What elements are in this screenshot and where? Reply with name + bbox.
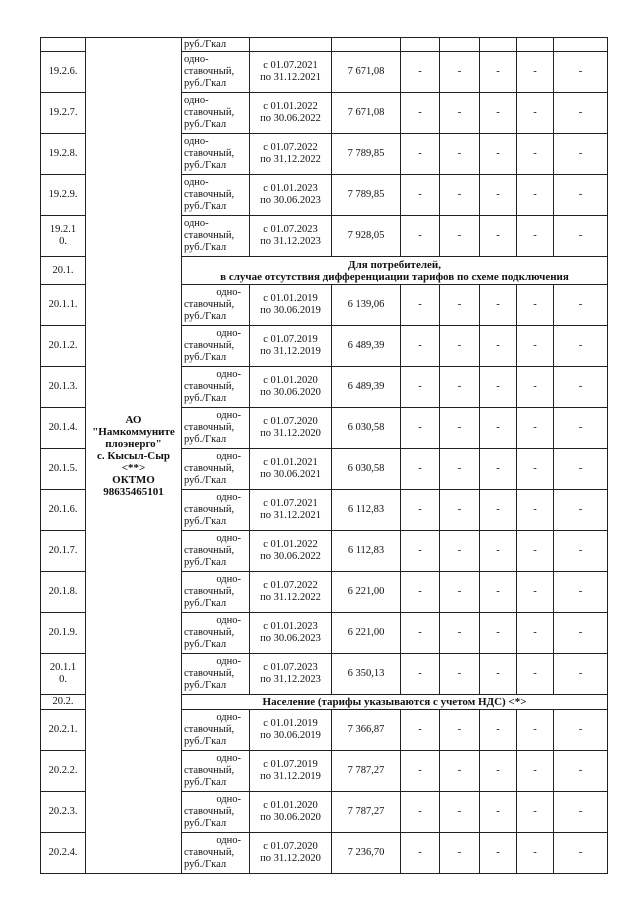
section-title xyxy=(182,695,608,710)
empty-value: - xyxy=(517,613,554,654)
rate-type xyxy=(182,449,250,490)
empty-value: - xyxy=(401,449,440,490)
empty-value: - xyxy=(401,490,440,531)
empty-value: - xyxy=(440,572,480,613)
row-number: 20.1.1 0. xyxy=(41,654,86,695)
rate-type-line: руб./Гкал xyxy=(184,680,227,691)
rate-type xyxy=(182,285,250,326)
rate-type-line: одно- xyxy=(184,54,209,65)
rate-type xyxy=(182,751,250,792)
empty-value: - xyxy=(401,572,440,613)
empty-value: - xyxy=(480,367,517,408)
period-to: по 31.12.2022 xyxy=(260,154,321,165)
period xyxy=(250,52,332,93)
rate-type-line: одно- xyxy=(216,794,241,805)
empty-value: - xyxy=(440,367,480,408)
row-number: 20.1.2. xyxy=(41,326,86,367)
rate-type-line: руб./Гкал xyxy=(184,352,227,363)
empty-value: - xyxy=(401,367,440,408)
period xyxy=(250,93,332,134)
rate-type-line: ставочный, xyxy=(184,724,235,735)
period-to: по 30.06.2019 xyxy=(260,305,321,316)
period-from: с 01.01.2019 xyxy=(263,718,318,729)
rate-type xyxy=(182,216,250,257)
period-to: по 31.12.2023 xyxy=(260,236,321,247)
empty-value: - xyxy=(480,326,517,367)
empty-value: - xyxy=(554,751,608,792)
period-from: с 01.01.2020 xyxy=(263,800,318,811)
rate-type-line: одно- xyxy=(216,712,241,723)
empty-value: - xyxy=(517,408,554,449)
table-row xyxy=(41,38,608,52)
tariff-value: 7 789,85 xyxy=(332,175,401,216)
rate-type-line: ставочный, xyxy=(184,668,235,679)
empty-value: - xyxy=(554,175,608,216)
empty-value: - xyxy=(401,710,440,751)
period-to: по 31.12.2019 xyxy=(260,771,321,782)
tariff-value: 6 139,06 xyxy=(332,285,401,326)
period-to: по 31.12.2020 xyxy=(260,428,321,439)
empty-value: - xyxy=(440,52,480,93)
empty-value: - xyxy=(480,833,517,874)
period-from: с 01.07.2022 xyxy=(263,580,318,591)
empty-value: - xyxy=(480,408,517,449)
rate-type xyxy=(182,326,250,367)
tariff-value: 7 671,08 xyxy=(332,52,401,93)
empty-value: - xyxy=(517,833,554,874)
empty-value: - xyxy=(517,792,554,833)
empty-value: - xyxy=(401,654,440,695)
rate-type-line: одно- xyxy=(216,410,241,421)
period-to: по 30.06.2020 xyxy=(260,812,321,823)
period-from: с 01.07.2019 xyxy=(263,759,318,770)
rate-type-line: ставочный, xyxy=(184,299,235,310)
period xyxy=(250,710,332,751)
rate-type-line: ставочный, xyxy=(184,806,235,817)
period-to: по 30.06.2023 xyxy=(260,633,321,644)
row-number: 20.1.4. xyxy=(41,408,86,449)
rate-type-line: ставочный, xyxy=(184,765,235,776)
period xyxy=(250,367,332,408)
period-from: с 01.01.2023 xyxy=(263,183,318,194)
rate-type-line: руб./Гкал xyxy=(184,639,227,650)
empty-value: - xyxy=(480,572,517,613)
row-number: 20.2.4. xyxy=(41,833,86,874)
row-number: 20.1.6. xyxy=(41,490,86,531)
empty-value: - xyxy=(440,751,480,792)
row-number: 19.2.6. xyxy=(41,52,86,93)
empty-value: - xyxy=(554,93,608,134)
empty-value: - xyxy=(554,326,608,367)
empty-value: - xyxy=(517,216,554,257)
tariff-value: 6 112,83 xyxy=(332,490,401,531)
period-from: с 01.07.2023 xyxy=(263,224,318,235)
period xyxy=(250,654,332,695)
period xyxy=(250,408,332,449)
period-from: с 01.07.2020 xyxy=(263,416,318,427)
tariff-value: 6 221,00 xyxy=(332,613,401,654)
rate-type-line: руб./Гкал xyxy=(184,736,227,747)
period xyxy=(250,134,332,175)
organization-cell xyxy=(86,38,182,874)
rate-type-line: ставочный, xyxy=(184,148,235,159)
rate-type-line: одно- xyxy=(216,451,241,462)
empty-value: - xyxy=(517,654,554,695)
period xyxy=(250,326,332,367)
empty-value: - xyxy=(440,490,480,531)
period-to: по 30.06.2023 xyxy=(260,195,321,206)
tariff-value: 6 350,13 xyxy=(332,654,401,695)
empty-value: - xyxy=(440,216,480,257)
tariff-value: 7 787,27 xyxy=(332,751,401,792)
empty-value: - xyxy=(480,52,517,93)
rate-type-line: руб./Гкал xyxy=(184,434,227,445)
row-number: 20.2. xyxy=(41,695,86,710)
rate-type-line: ставочный, xyxy=(184,545,235,556)
period-to: по 31.12.2021 xyxy=(260,510,321,521)
rate-type-line: одно- xyxy=(216,656,241,667)
empty-value: - xyxy=(440,175,480,216)
row-number: 20.2.1. xyxy=(41,710,86,751)
empty-value: - xyxy=(554,654,608,695)
rate-type-line: ставочный, xyxy=(184,463,235,474)
rate-type-line: одно- xyxy=(216,328,241,339)
empty-value: - xyxy=(554,833,608,874)
empty-value: - xyxy=(480,654,517,695)
period-to: по 31.12.2020 xyxy=(260,853,321,864)
tariff-value: 6 112,83 xyxy=(332,531,401,572)
empty-value: - xyxy=(517,710,554,751)
tariff-value: 6 221,00 xyxy=(332,572,401,613)
empty-value: - xyxy=(401,216,440,257)
empty-value: - xyxy=(401,833,440,874)
period-to: по 31.12.2022 xyxy=(260,592,321,603)
tariff-value: 7 787,27 xyxy=(332,792,401,833)
tariff-value: 7 928,05 xyxy=(332,216,401,257)
rate-type-line: ставочный, xyxy=(184,230,235,241)
rate-type xyxy=(182,572,250,613)
period xyxy=(250,833,332,874)
rate-type-line: руб./Гкал xyxy=(184,475,227,486)
row-number: 20.2.2. xyxy=(41,751,86,792)
empty-value: - xyxy=(554,52,608,93)
empty-value: - xyxy=(440,285,480,326)
empty-value: - xyxy=(517,751,554,792)
empty-value: - xyxy=(517,531,554,572)
rate-type-line: одно- xyxy=(216,615,241,626)
period-to: по 31.12.2019 xyxy=(260,346,321,357)
rate-type xyxy=(182,93,250,134)
rate-type xyxy=(182,833,250,874)
period-from: с 01.01.2023 xyxy=(263,621,318,632)
empty-value: - xyxy=(554,531,608,572)
row-number: 19.2.7. xyxy=(41,93,86,134)
period xyxy=(250,490,332,531)
rate-type xyxy=(182,613,250,654)
empty-value: - xyxy=(554,710,608,751)
rate-type xyxy=(182,490,250,531)
empty-value: - xyxy=(401,134,440,175)
rate-type-line: одно- xyxy=(216,753,241,764)
empty-value: - xyxy=(440,531,480,572)
empty-value: - xyxy=(401,175,440,216)
unit-cell: руб./Гкал xyxy=(182,38,250,52)
rate-type-line: ставочный, xyxy=(184,381,235,392)
empty-value: - xyxy=(480,449,517,490)
empty-value: - xyxy=(440,408,480,449)
tariff-value: 7 366,87 xyxy=(332,710,401,751)
rate-type-line: руб./Гкал xyxy=(184,557,227,568)
empty-value: - xyxy=(480,613,517,654)
rate-type xyxy=(182,175,250,216)
rate-type-line: руб./Гкал xyxy=(184,777,227,788)
empty-value: - xyxy=(440,833,480,874)
rate-type-line: одно- xyxy=(216,835,241,846)
period xyxy=(250,751,332,792)
empty-value: - xyxy=(480,285,517,326)
rate-type-line: одно- xyxy=(216,287,241,298)
tariff-value: 6 030,58 xyxy=(332,449,401,490)
empty-value: - xyxy=(440,449,480,490)
row-number: 20.1.5. xyxy=(41,449,86,490)
rate-type-line: одно- xyxy=(184,218,209,229)
period-from: с 01.07.2021 xyxy=(263,60,318,71)
rate-type-line: ставочный, xyxy=(184,107,235,118)
period xyxy=(250,531,332,572)
empty-value: - xyxy=(517,93,554,134)
empty-value: - xyxy=(401,408,440,449)
rate-type-line: руб./Гкал xyxy=(184,393,227,404)
empty-value: - xyxy=(480,531,517,572)
period-from: с 01.01.2019 xyxy=(263,293,318,304)
rate-type-line: одно- xyxy=(216,533,241,544)
empty-value: - xyxy=(440,613,480,654)
empty-value: - xyxy=(480,792,517,833)
rate-type-line: руб./Гкал xyxy=(184,311,227,322)
rate-type xyxy=(182,710,250,751)
rate-type xyxy=(182,792,250,833)
tariff-value: 6 489,39 xyxy=(332,326,401,367)
period xyxy=(250,792,332,833)
organization-line: АО xyxy=(125,413,142,426)
rate-type xyxy=(182,52,250,93)
row-number: 20.1.1. xyxy=(41,285,86,326)
empty-value: - xyxy=(401,326,440,367)
empty-value: - xyxy=(554,134,608,175)
rate-type-line: ставочный, xyxy=(184,627,235,638)
period-from: с 01.07.2021 xyxy=(263,498,318,509)
empty-value: - xyxy=(517,175,554,216)
rate-type-line: ставочный, xyxy=(184,189,235,200)
empty-value: - xyxy=(517,285,554,326)
rate-type-line: руб./Гкал xyxy=(184,160,227,171)
rate-type-line: руб./Гкал xyxy=(184,598,227,609)
empty-value: - xyxy=(480,216,517,257)
period xyxy=(250,572,332,613)
period-to: по 30.06.2020 xyxy=(260,387,321,398)
rate-type-line: ставочный, xyxy=(184,586,235,597)
section-title-line: в случае отсутствия дифференциации тарифов по схеме подключения xyxy=(220,270,569,283)
empty-value: - xyxy=(517,367,554,408)
empty-value: - xyxy=(517,52,554,93)
period-to: по 31.12.2023 xyxy=(260,674,321,685)
rate-type-line: одно- xyxy=(216,369,241,380)
rate-type-line: руб./Гкал xyxy=(184,859,227,870)
empty-value: - xyxy=(554,449,608,490)
row-number: 19.2.8. xyxy=(41,134,86,175)
period-from: с 01.01.2022 xyxy=(263,539,318,550)
empty-value: - xyxy=(517,326,554,367)
empty-value: - xyxy=(480,710,517,751)
period-to: по 30.06.2021 xyxy=(260,469,321,480)
empty-value: - xyxy=(554,408,608,449)
organization-line: ОКТМО xyxy=(112,473,155,486)
row-number: 20.1.3. xyxy=(41,367,86,408)
rate-type xyxy=(182,408,250,449)
period xyxy=(250,285,332,326)
row-number: 19.2.1 0. xyxy=(41,216,86,257)
rate-type-line: руб./Гкал xyxy=(184,818,227,829)
empty-value: - xyxy=(480,751,517,792)
period-to: по 31.12.2021 xyxy=(260,72,321,83)
empty-value: - xyxy=(554,613,608,654)
period-from: с 01.01.2022 xyxy=(263,101,318,112)
tariff-value: 6 030,58 xyxy=(332,408,401,449)
empty-value: - xyxy=(517,134,554,175)
empty-value: - xyxy=(440,792,480,833)
period-to: по 30.06.2019 xyxy=(260,730,321,741)
organization-line: 98635465101 xyxy=(103,485,164,498)
period-from: с 01.01.2020 xyxy=(263,375,318,386)
empty-value: - xyxy=(401,613,440,654)
rate-type-line: одно- xyxy=(216,492,241,503)
period-from: с 01.07.2023 xyxy=(263,662,318,673)
period-from: с 01.07.2020 xyxy=(263,841,318,852)
rate-type-line: одно- xyxy=(184,136,209,147)
rate-type-line: одно- xyxy=(216,574,241,585)
rate-type-line: руб./Гкал xyxy=(184,242,227,253)
rate-type-line: руб./Гкал xyxy=(184,201,227,212)
empty-value: - xyxy=(440,93,480,134)
rate-type xyxy=(182,134,250,175)
period xyxy=(250,449,332,490)
empty-value: - xyxy=(554,572,608,613)
rate-type-line: руб./Гкал xyxy=(184,516,227,527)
empty-value: - xyxy=(480,175,517,216)
row-number: 20.1.8. xyxy=(41,572,86,613)
empty-value: - xyxy=(554,367,608,408)
section-title-line: Для потребителей, xyxy=(348,258,441,271)
rate-type-line: ставочный, xyxy=(184,504,235,515)
empty-value: - xyxy=(517,572,554,613)
empty-value: - xyxy=(440,710,480,751)
empty-value: - xyxy=(401,93,440,134)
rate-type xyxy=(182,367,250,408)
rate-type xyxy=(182,654,250,695)
tariff-value: 7 789,85 xyxy=(332,134,401,175)
empty-value: - xyxy=(401,792,440,833)
organization-line: <**> xyxy=(121,461,146,474)
organization-line: с. Кысыл-Сыр xyxy=(97,449,170,462)
empty-value: - xyxy=(554,490,608,531)
rate-type-line: ставочный, xyxy=(184,66,235,77)
period-to: по 30.06.2022 xyxy=(260,113,321,124)
tariff-value: 6 489,39 xyxy=(332,367,401,408)
tariff-value: 7 236,70 xyxy=(332,833,401,874)
row-number: 20.2.3. xyxy=(41,792,86,833)
period xyxy=(250,175,332,216)
rate-type-line: ставочный, xyxy=(184,422,235,433)
rate-type-line: руб./Гкал xyxy=(184,78,227,89)
empty-value: - xyxy=(440,326,480,367)
tariff-value: 7 671,08 xyxy=(332,93,401,134)
tariff-table xyxy=(40,37,608,874)
section-title-line: Население (тарифы указываются с учетом НДС) <*> xyxy=(262,696,527,708)
rate-type xyxy=(182,531,250,572)
empty-value: - xyxy=(554,285,608,326)
rate-type-line: одно- xyxy=(184,95,209,106)
empty-value: - xyxy=(401,285,440,326)
organization-line: "Намкоммуните xyxy=(92,425,175,438)
empty-value: - xyxy=(517,449,554,490)
rate-type-line: руб./Гкал xyxy=(184,119,227,130)
row-number: 20.1.9. xyxy=(41,613,86,654)
empty-value: - xyxy=(517,490,554,531)
organization-line: плоэнерго" xyxy=(105,437,162,450)
empty-value: - xyxy=(440,134,480,175)
row-number: 20.1. xyxy=(41,257,86,285)
row-number: 20.1.7. xyxy=(41,531,86,572)
period-from: с 01.01.2021 xyxy=(263,457,318,468)
period xyxy=(250,613,332,654)
period xyxy=(250,216,332,257)
row-number: 19.2.9. xyxy=(41,175,86,216)
empty-value: - xyxy=(480,134,517,175)
empty-value: - xyxy=(480,93,517,134)
empty-value: - xyxy=(401,531,440,572)
period-from: с 01.07.2019 xyxy=(263,334,318,345)
empty-value: - xyxy=(480,490,517,531)
empty-value: - xyxy=(554,792,608,833)
empty-value: - xyxy=(401,751,440,792)
rate-type-line: ставочный, xyxy=(184,340,235,351)
period-from: с 01.07.2022 xyxy=(263,142,318,153)
rate-type-line: одно- xyxy=(184,177,209,188)
rate-type-line: ставочный, xyxy=(184,847,235,858)
empty-value: - xyxy=(554,216,608,257)
period-to: по 30.06.2022 xyxy=(260,551,321,562)
empty-value: - xyxy=(401,52,440,93)
section-title xyxy=(182,257,608,285)
empty-value: - xyxy=(440,654,480,695)
